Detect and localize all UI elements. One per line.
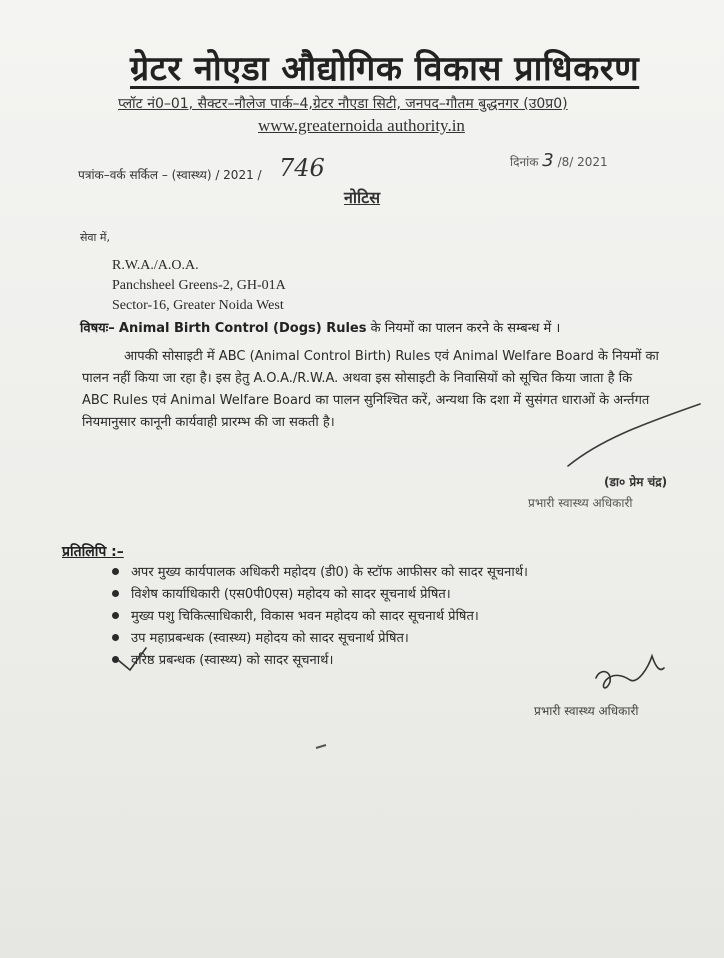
copy-to-item [112, 650, 333, 668]
copy-to-item [112, 628, 409, 646]
body-line: पालन नहीं किया जा रहा है। इस हेतु A.O.A./R.W.A. अथवा इस सोसाइटी के निवासियों को सूचित किया जाता है कि [82, 371, 633, 386]
bullet-icon [112, 568, 119, 575]
subject-bold-text: Animal Birth Control (Dogs) Rules [118, 321, 367, 336]
date-day: 3 [542, 150, 554, 171]
signature-stroke [568, 404, 700, 466]
signatory2-title: प्रभारी स्वास्थ्य अधिकारी [534, 704, 639, 718]
signatory-title: प्रभारी स्वास्थ्य अधिकारी [528, 496, 633, 510]
notice-title: नोटिस [344, 188, 381, 207]
org-website: www.greaternoida authority.in [258, 116, 465, 135]
subject-rest: के नियमों का पालन करने के सम्बन्ध में । [370, 321, 561, 336]
date-label: दिनांक [510, 155, 539, 169]
subject-line [80, 318, 560, 336]
recipient-line: R.W.A./A.O.A. [112, 258, 199, 273]
salutation: सेवा में, [80, 231, 110, 244]
copy-to-item-text: विशेष कार्याधिकारी (एस0पी0एस) महोदय को सादर सूचनार्थ प्रेषित। [131, 587, 451, 602]
bullet-icon [112, 634, 119, 641]
copy-to-item-text: अपर मुख्य कार्यपालक अधिकरी महोदय (डी0) के स्टॉफ आफीसर को सादर सूचनार्थ। [131, 565, 528, 580]
copy-to-item-text: उप महाप्रबन्धक (स्वास्थ्य) महोदय को सादर सूचनार्थ प्रेषित। [131, 631, 409, 646]
signatory-name: (डा० प्रेम चंद्र) [604, 475, 668, 489]
copy-to-item [112, 584, 451, 602]
body-line: नियमानुसार कानूनी कार्यवाही प्रारम्भ की जा सकती है। [82, 415, 335, 430]
body-line: आपकी सोसाइटी में ABC (Animal Control Birth) Rules एवं Animal Welfare Board के नियमों का [124, 349, 659, 364]
body-line: ABC Rules एवं Animal Welfare Board का पालन सुनिश्चित करें, अन्यथा कि दशा में सुसंगत धाराओं के अर्न्तगत [82, 393, 650, 408]
date-line [510, 150, 608, 171]
ink-smudge [316, 745, 326, 748]
subject-label: विषयः– [80, 321, 115, 336]
bullet-icon [112, 612, 119, 619]
copy-to-heading: प्रतिलिपि :– [62, 544, 124, 560]
reference-number: 746 [279, 154, 325, 182]
recipient-line: Sector-16, Greater Noida West [112, 298, 284, 313]
org-address: प्लॉट नं0–01, सैक्टर–नौलेज पार्क–4,ग्रेटर नौएडा सिटी, जनपद–गौतम बुद्धनगर (उ0प्र0) [118, 96, 568, 112]
copy-to-item-text: वरिष्ठ प्रबन्धक (स्वास्थ्य) को सादर सूचनार्थ। [131, 653, 334, 668]
reference-prefix: पत्रांक–वर्क सर्किल – (स्वास्थ्य) / 2021 / [78, 168, 262, 182]
bullet-icon [112, 656, 119, 663]
initials-signature [596, 656, 664, 688]
date-rest: /8/ 2021 [557, 155, 608, 169]
copy-to-item [112, 606, 479, 624]
org-title: ग्रेटर नोएडा औद्योगिक विकास प्राधिकरण [130, 49, 640, 89]
copy-to-item-text: मुख्य पशु चिकित्साधिकारी, विकास भवन महोदय को सादर सूचनार्थ प्रेषित। [131, 609, 479, 624]
copy-to-item [112, 562, 528, 580]
bullet-icon [112, 590, 119, 597]
recipient-line: Panchsheel Greens-2, GH-01A [112, 278, 286, 293]
